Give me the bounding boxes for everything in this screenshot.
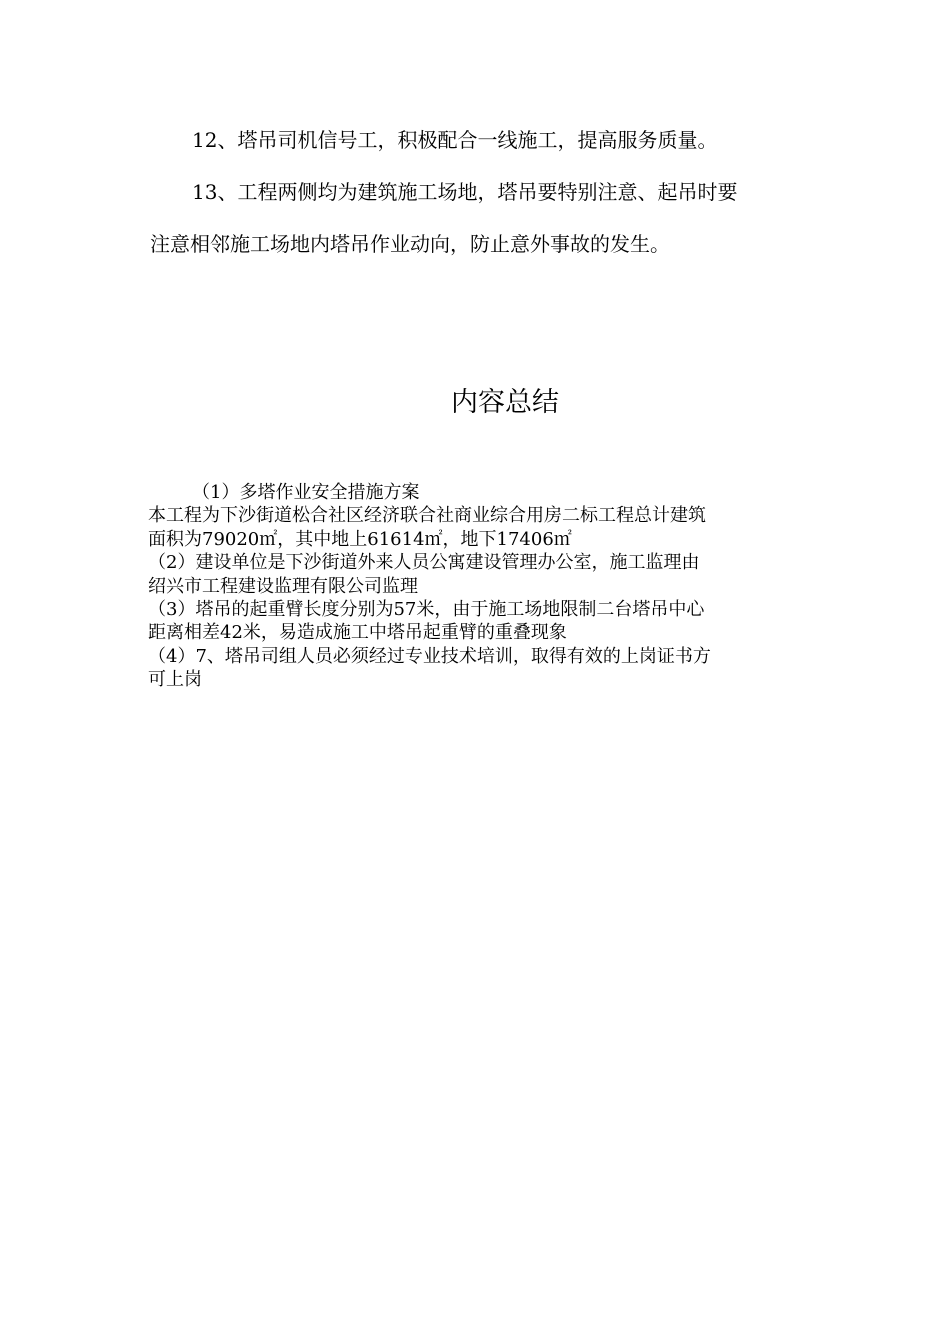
summary-line: 面积为79020㎡，其中地上61614㎡，地下17406㎡	[148, 528, 572, 550]
summary-line: 本工程为下沙街道松合社区经济联合社商业综合用房二标工程总计建筑	[148, 505, 706, 527]
summary-line: 距离相差42米，易造成施工中塔吊起重臂的重叠现象	[148, 622, 567, 644]
summary-line: 绍兴市工程建设监理有限公司监理	[148, 575, 418, 597]
item-13-text-line-1: 13、工程两侧均为建筑施工场地，塔吊要特别注意、起吊时要	[192, 180, 738, 204]
summary-block	[148, 481, 808, 692]
summary-line: 可上岗	[148, 669, 202, 691]
summary-line: （1）多塔作业安全措施方案	[192, 482, 420, 503]
item-12-text: 12、塔吊司机信号工，积极配合一线施工，提高服务质量。	[192, 128, 718, 152]
summary-line: （4）7、塔吊司组人员必须经过专业技术培训，取得有效的上岗证书方	[148, 645, 711, 667]
summary-title: 内容总结	[451, 387, 559, 418]
summary-line: （3）塔吊的起重臂长度分别为57米，由于施工场地限制二台塔吊中心	[148, 599, 705, 621]
item-13-text-line-2: 注意相邻施工场地内塔吊作业动向，防止意外事故的发生。	[150, 232, 670, 256]
summary-line: （2）建设单位是下沙街道外来人员公寓建设管理办公室，施工监理由	[148, 552, 700, 574]
